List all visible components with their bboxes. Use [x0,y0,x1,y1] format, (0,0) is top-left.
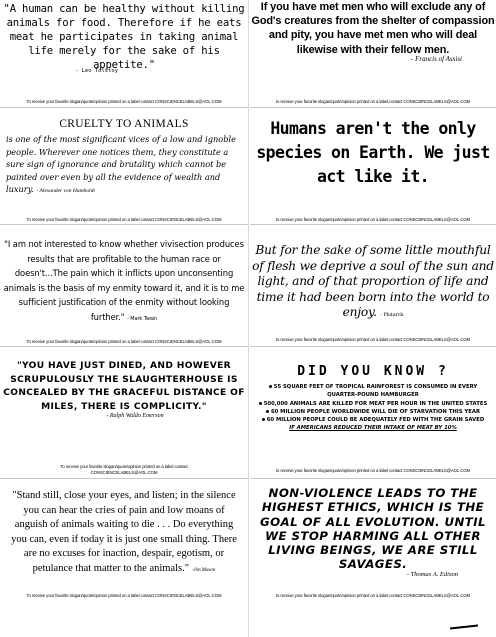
label-contact: to receive your favorite slogan/quote/opinion printed on a label,contact CONSCIENCELABELS@AOL.COM [275,99,471,104]
label-quote [250,224,496,324]
fact-text: 60 MILLION PEOPLE COULD BE ADEQUATELY FED WITH THE GRAIN SAVED [266,417,485,424]
quote-text: But for the sake of some little mouthful of flesh we deprive a soul of the sun and light, and of that proportion of life and time it had been born into the world to enjoy. [252,243,494,319]
label-author: - Mark Twain [127,315,158,322]
label-tolstoy [0,0,248,107]
label-mason [0,478,248,637]
label-quote [0,224,248,327]
label-did-you-know [250,346,496,478]
label-author: - Francis of Assisi [410,54,462,63]
label-contact: To receive your favorite slogan/quote/opinion printed on a label contact CONSCIENCELABELS@AOL.COM [60,464,188,475]
label-plutarch [250,224,496,346]
label-author: - Alexander von Humboldt [36,188,95,195]
label-edison [250,478,496,637]
label-contact: To receive your favorite slogan/quote/opinion printed on a label contact CONSCIENCELABELS@AOL.COM [26,99,222,104]
quote-text: "Stand still, close your eyes, and listen; in the silence you can hear the cries of pain and low moans of anguish of animals waiting to die . . . Do everything you can, even if today it is just one small thing. There are no excuses for inaction, despair, egotism, or petulance that matter to the animals." [11,490,237,574]
fact-item [254,400,492,408]
label-author: - Thomas A. Edison [406,570,458,578]
bullet-icon [259,402,262,405]
label-quote: "YOU HAVE JUST DINED, AND HOWEVER SCRUPULOUSLY THE SLAUGHTERHOUSE IS CONCEALED BY THE GRACEFUL DISTANCE OF MILES, THERE IS COMPLICITY." [3,361,245,412]
bullet-icon [269,385,272,388]
label-contact: to receive your favorite slogan/quote/opinion printed on a label,contact CONSCIENCELABELS@AOL.COM [275,337,471,342]
label-contact: to receive your favorite slogan/quote/opinion printed on a label,contact CONSCIENCELABELS@AOL.COM [275,468,471,473]
label-contact: To receive your favorite slogan/quote/opinion printed on a label contact CONSCIENCELABELS@AOL.COM [26,217,222,222]
fact-text: IF AMERICANS REDUCED THEIR INTAKE OF MEAT BY 10% [289,425,457,432]
quote-text: is one of the most significant vices of a low and ignoble people. Wherever one notices them, they constitute a sure sign of ignorance and brutality which cannot be painted over even by all the evidence of wealth and luxury. [6,134,236,195]
label-heading: DID YOU KNOW ? [297,364,449,379]
label-author: -Jim Mason [191,567,216,573]
fact-item [254,383,492,400]
label-author: - Ralph Waldo Emerson [106,413,164,420]
fact-item [254,424,492,432]
label-quote: NON-VIOLENCE LEADS TO THE HIGHEST ETHICS, WHICH IS THE GOAL OF ALL EVOLUTION. UNTIL WE STOP HARMING ALL OTHER LIVING BEINGS, WE ARE STILL SAVAGES. [260,486,486,572]
fact-text: 60 MILLION PEOPLE WORLDWIDE WILL DIE OF STARVATION THIS YEAR [270,408,481,415]
label-twain [0,224,248,346]
fact-item [254,408,492,416]
label-contact: To receive your favorite slogan/quote/opinion printed on a label contact CONSCIENCELABELS@AOL.COM [26,339,222,344]
label-humboldt [0,107,248,224]
fact-item [254,416,492,424]
label-title: CRUELTY TO ANIMALS [59,118,189,130]
label-quote [0,130,248,198]
label-quote: If you have met men who will exclude any of God's creatures from the shelter of compassion and pity, you have met men who will deal likewise with their fellow men. [251,1,495,56]
label-author: - Plutarch [380,312,404,318]
column-divider [248,0,249,637]
label-assisi [250,0,496,107]
label-quote [0,478,248,578]
label-contact: to receive your favorite slogan/quote/opinion printed on a label,contact CONSCIENCELABELS@AOL.COM [275,593,471,598]
bullet-icon [262,418,265,421]
label-emerson [0,346,248,478]
label-quote: Humans aren't the only species on Earth. We just act like it. [256,119,490,186]
label-humans-species [250,107,496,224]
bullet-icon [266,410,269,413]
quote-text: "I am not interested to know whether vivisection produces results that are profitable to the human race or doesn't...The pain which it inflicts upon unconsenting animals is the basis of my enmity toward it, and it is to me sufficient justification of the enmity without looking further." [3,239,245,322]
label-contact: to receive your favorite slogan/quote/opinion printed on a label,contact CONSCIENCELABELS@AOL.COM [275,217,471,222]
label-author: - Leo Tolstoy [74,68,118,74]
label-contact: To receive your favorite slogan/quote/opinion printed on a label contact CONSCIENCELABELS@AOL.COM [26,593,222,598]
fact-list [250,383,496,433]
label-quote: "A human can be healthy without killing animals for food. Therefore if he eats meat he participates in taking animal life merely for the sake of his appetite." [3,3,245,71]
fact-text: 500,000 ANIMALS ARE KILLED FOR MEAT PER HOUR IN THE UNITED STATES [263,400,488,407]
fact-text: 55 SQUARE FEET OF TROPICAL RAINFOREST IS CONSUMED IN EVERY QUARTER-POUND HAMBURGER [273,384,478,399]
